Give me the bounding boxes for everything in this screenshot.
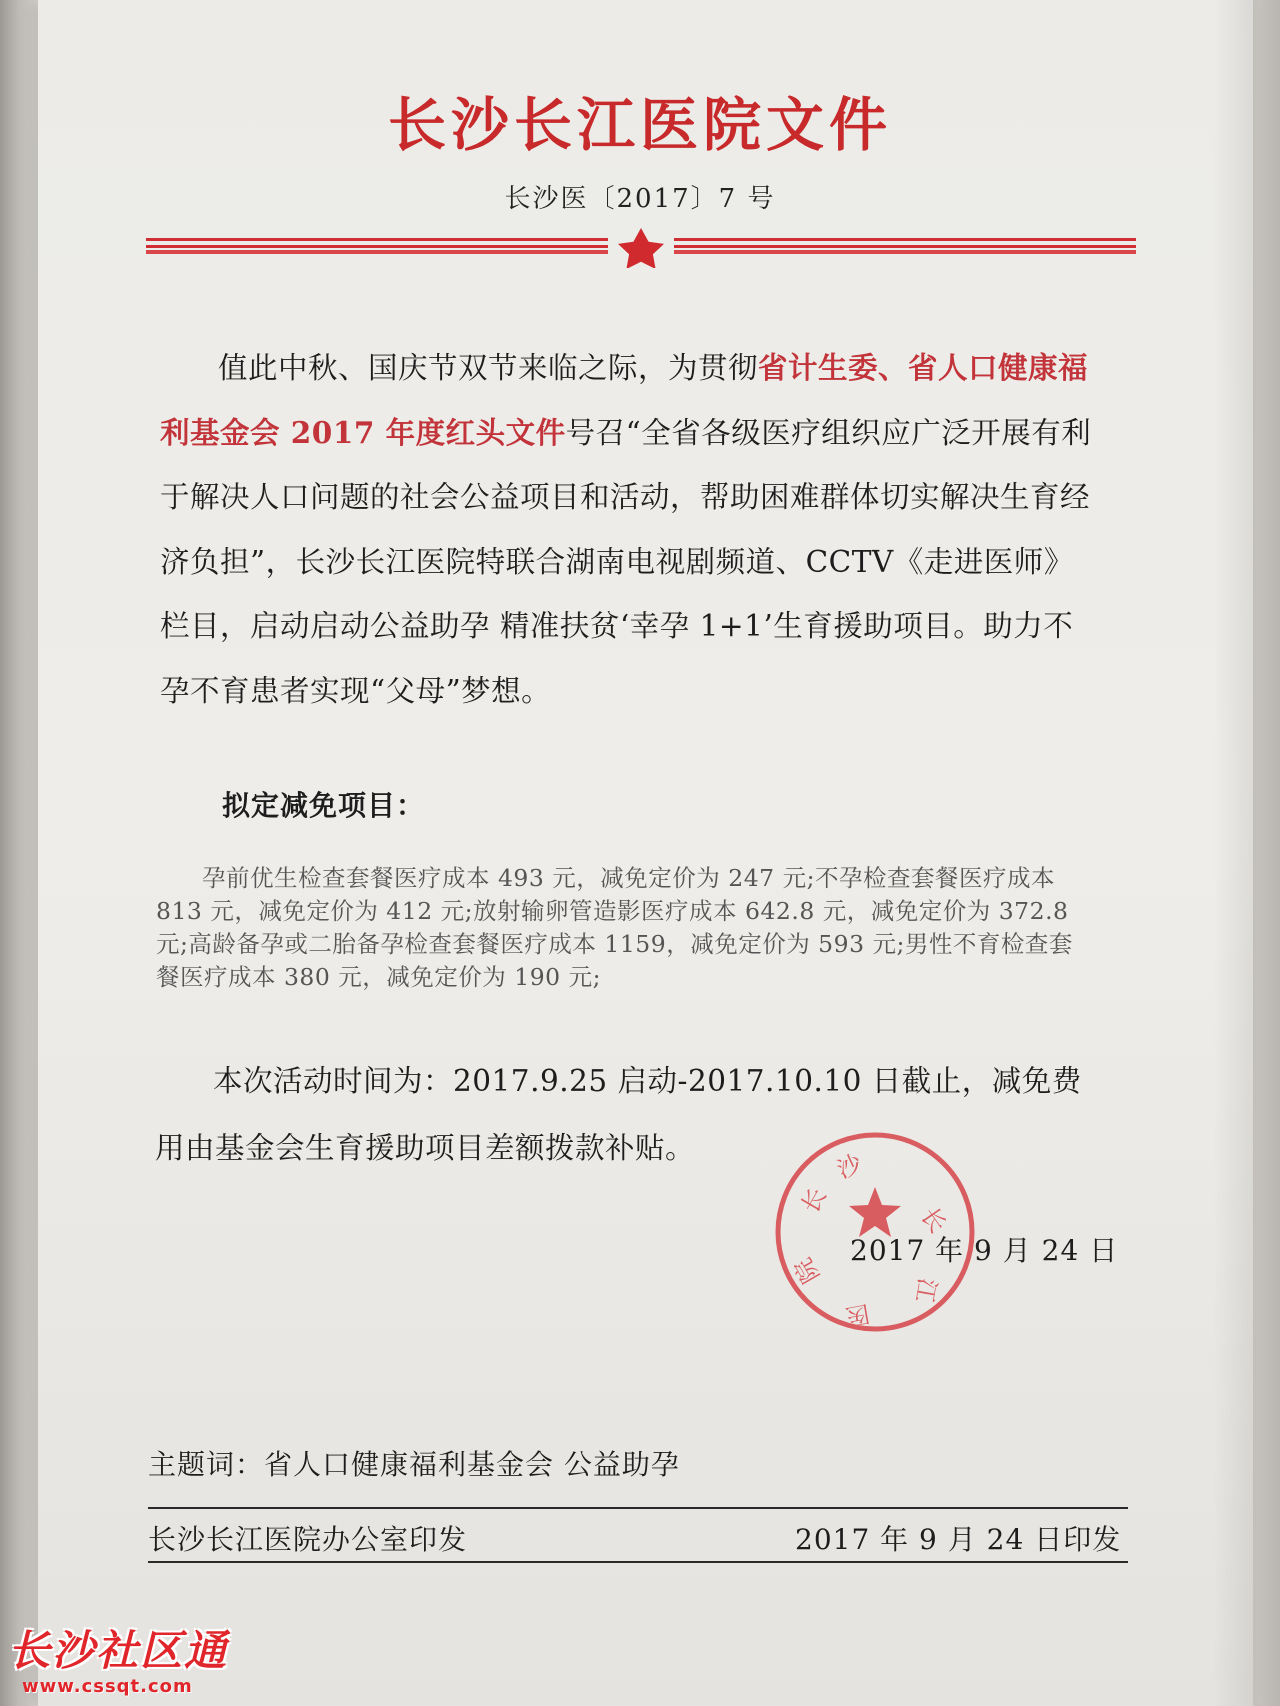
watermark-url: www.cssqt.com	[22, 1676, 193, 1697]
seal-char-5: 医	[843, 1299, 872, 1331]
main-paragraph-rest: 号召“全省各级医疗组织应广泛开展有利于解决人口问题的社会公益项目和活动，帮助困难群体切实解决生育经济负担”，长沙长江医院特联合湖南电视剧频道、CCTV《走进医师》栏目，启动启动公益助孕 精准扶贫‘幸孕 1+1’生育援助项目。助力不孕不育患者实现“父母”梦想。	[160, 415, 1092, 708]
issuer: 长沙长江医院办公室印发	[148, 1523, 468, 1556]
watermark-logo: 长沙社区通	[8, 1626, 229, 1675]
fee-section-heading: 拟定减免项目：	[222, 789, 426, 822]
footer-rule-bottom	[148, 1561, 1128, 1563]
rule-right-thin-top	[674, 238, 1136, 241]
seal-char-1: 长	[795, 1183, 833, 1218]
seal-char-3: 长	[915, 1202, 952, 1239]
fee-text: 孕前优生检查套餐医疗成本 493 元，减免定价为 247 元;不孕检查套餐医疗成本 813 元，减免定价为 412 元;放射输卵管造影医疗成本 642.8 元，减免定价为 372.8 元;高龄备孕或二胎备孕检查套餐医疗成本 1159，减免定价为 593 元;男性不育检查套餐医疗成本 380 元，减免定价为 190 元;	[156, 864, 1073, 991]
activity-text: 本次活动时间为：2017.9.25 启动-2017.10.10 日截止，减免费用由基金会生育援助项目差额拨款补贴。	[155, 1064, 1082, 1165]
rule-left-thin-top	[146, 238, 608, 241]
red-header-rule	[146, 228, 1136, 268]
issue-date: 2017 年 9 月 24 日印发	[795, 1523, 1122, 1556]
seal-char-2: 沙	[832, 1148, 867, 1185]
main-paragraph-highlight: 省计生委、省人口健康福利基金会 2017 年度红头文件	[160, 350, 1089, 450]
fee-paragraph	[156, 862, 1096, 994]
main-paragraph	[160, 336, 1100, 724]
keywords-line: 主题词：省人口健康福利基金会 公益助孕	[148, 1448, 680, 1481]
rule-left-thin-bottom	[146, 245, 608, 248]
signature-date: 2017 年 9 月 24 日	[850, 1234, 1119, 1267]
document-title: 长沙长江医院文件	[387, 91, 892, 159]
seal-char-4: 江	[909, 1275, 942, 1305]
rule-right-thin-bottom	[674, 245, 1136, 248]
rule-right-thick	[674, 250, 1136, 254]
paper-edge-shadow	[1213, 0, 1253, 1706]
rule-left-thick	[146, 250, 608, 254]
document-number: 长沙医〔2017〕7 号	[504, 184, 776, 214]
seal-char-6: 院	[788, 1253, 826, 1288]
footer-rule-top	[148, 1507, 1128, 1509]
main-paragraph-lead: 值此中秋、国庆节双节来临之际，为贯彻	[218, 351, 759, 385]
star-icon	[618, 228, 664, 268]
